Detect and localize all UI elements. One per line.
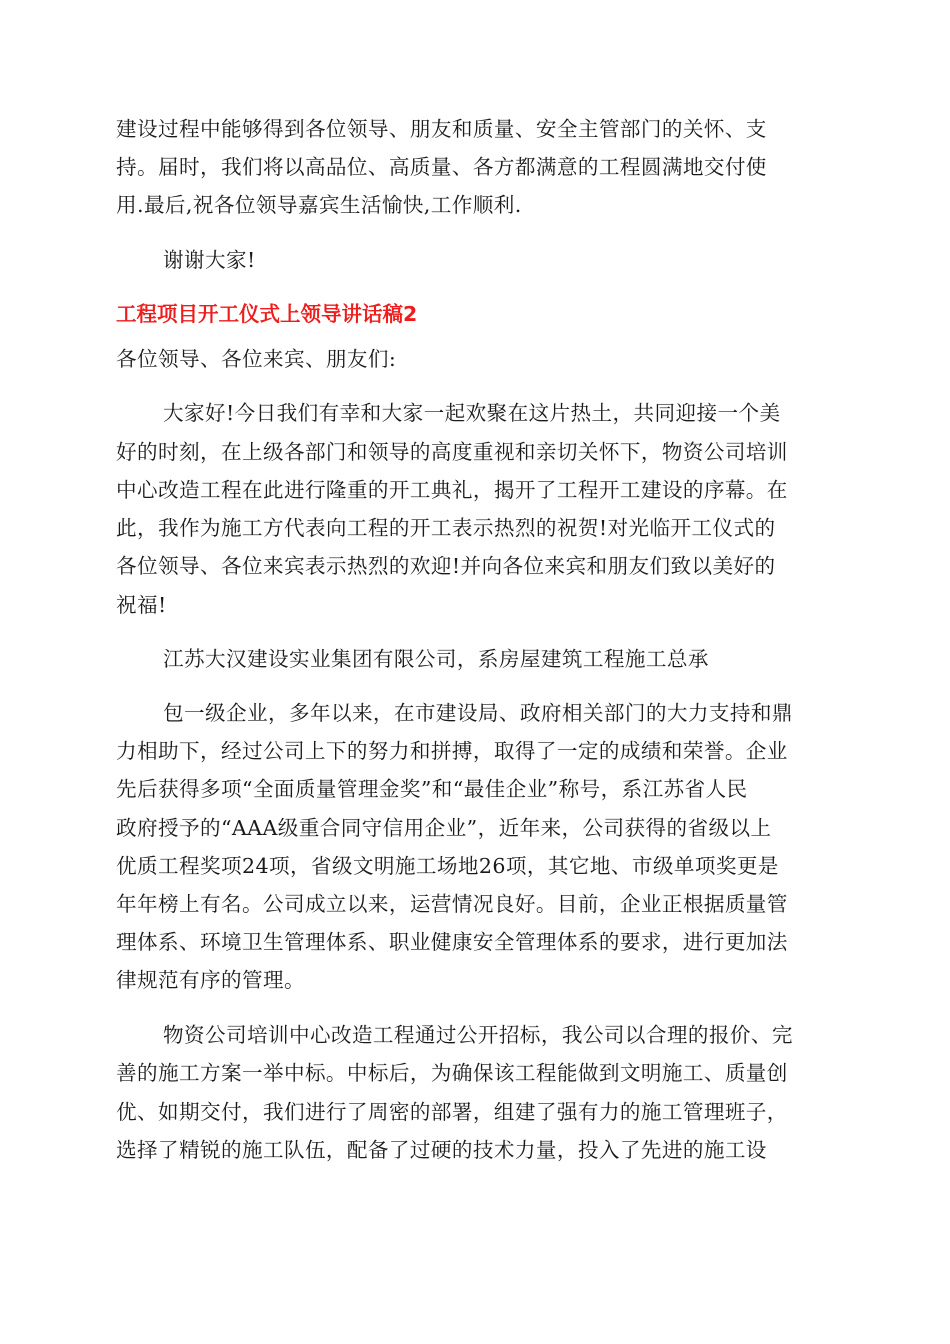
paragraph-line: 祝福!: [116, 593, 167, 617]
paragraph-line: 江苏大汉建设实业集团有限公司，系房屋建筑工程施工总承: [163, 647, 709, 671]
paragraph-line: 包一级企业，多年以来，在市建设局、政府相关部门的大力支持和鼎: [163, 701, 793, 725]
paragraph-line: 年年榜上有名。公司成立以来，运营情况良好。目前，企业正根据质量管: [116, 892, 788, 916]
paragraph-line: 律规范有序的管理。: [116, 968, 305, 992]
paragraph-line: 各位领导、各位来宾表示热烈的欢迎!并向各位来宾和朋友们致以美好的: [116, 554, 776, 578]
paragraph-line: 政府授予的“AAA级重合同守信用企业”，近年来，公司获得的省级以上: [116, 816, 772, 840]
paragraph-line: 优质工程奖项24项，省级文明施工场地26项，其它地、市级单项奖更是: [116, 854, 779, 878]
paragraph-line: 善的施工方案一举中标。中标后，为确保该工程能做到文明施工、质量创: [116, 1061, 788, 1085]
paragraph-line: 中心改造工程在此进行隆重的开工典礼，揭开了工程开工建设的序幕。在: [116, 478, 788, 502]
paragraph-line: 先后获得多项“全面质量管理金奖”和“最佳企业”称号，系江苏省人民: [116, 777, 748, 801]
paragraph-line: 理体系、环境卫生管理体系、职业健康安全管理体系的要求，进行更加法: [116, 930, 788, 954]
paragraph-line: 此，我作为施工方代表向工程的开工表示热烈的祝贺!对光临开工仪式的: [116, 516, 776, 540]
paragraph-line: 物资公司培训中心改造工程通过公开招标，我公司以合理的报价、完: [163, 1023, 793, 1047]
section-heading: 工程项目开工仪式上领导讲话稿2: [116, 302, 418, 326]
intro-line: 建设过程中能够得到各位领导、朋友和质量、安全主管部门的关怀、支: [116, 117, 767, 141]
intro-line: 用.最后,祝各位领导嘉宾生活愉快,工作顺利.: [116, 193, 522, 217]
paragraph-line: 大家好!今日我们有幸和大家一起欢聚在这片热土，共同迎接一个美: [163, 401, 781, 425]
paragraph-line: 力相助下，经过公司上下的努力和拼搏，取得了一定的成绩和荣誉。企业: [116, 739, 788, 763]
thanks-line: 谢谢大家!: [163, 248, 256, 272]
greeting-line: 各位领导、各位来宾、朋友们:: [116, 347, 397, 371]
paragraph-line: 优、如期交付，我们进行了周密的部署，组建了强有力的施工管理班子，: [116, 1100, 788, 1124]
paragraph-line: 好的时刻，在上级各部门和领导的高度重视和亲切关怀下，物资公司培训: [116, 440, 788, 464]
intro-line: 持。届时，我们将以高品位、高质量、各方都满意的工程圆满地交付使: [116, 155, 767, 179]
paragraph-line: 选择了精锐的施工队伍，配备了过硬的技术力量，投入了先进的施工设: [116, 1138, 767, 1162]
